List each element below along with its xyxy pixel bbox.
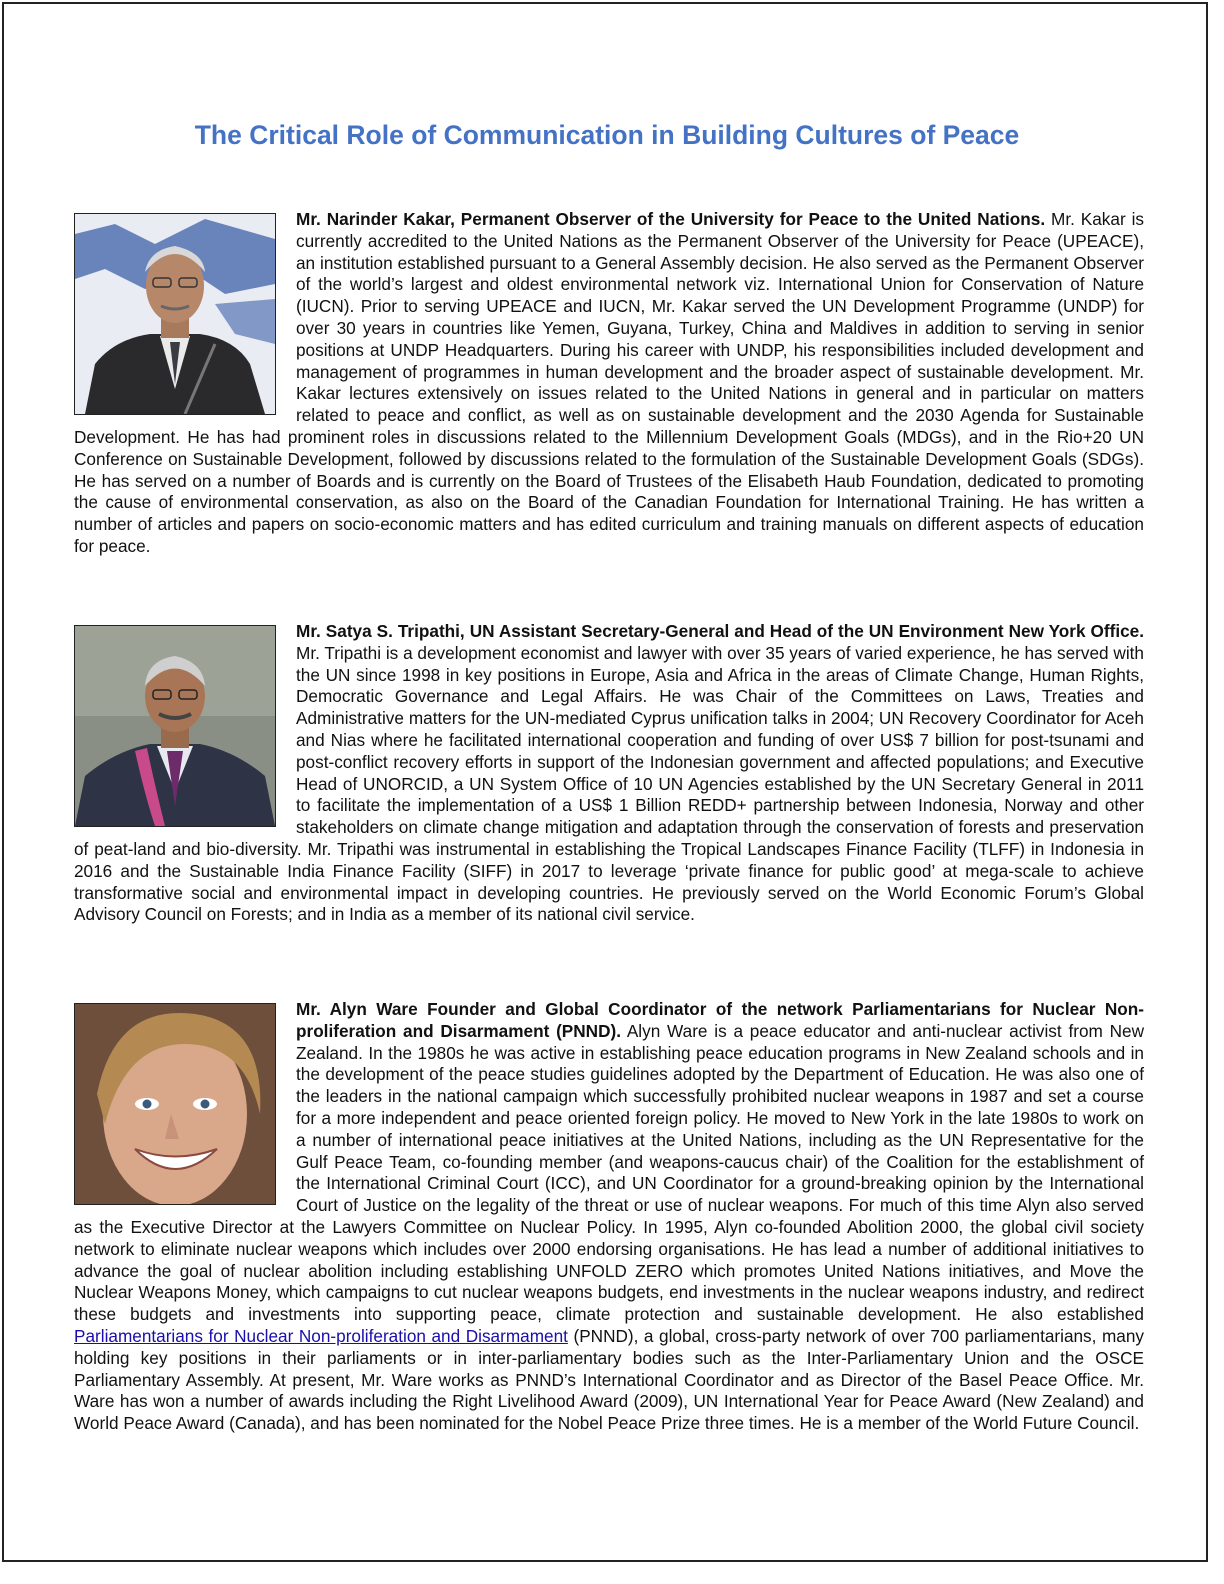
page-title: The Critical Role of Communication in Building Cultures of Peace (194, 120, 1020, 150)
bio-text: Alyn Ware is a peace educator and anti-nuclear activist from New Zealand. In the 1980s he was active in establishing peace education programs in New Zealand schools and in the development of the peace studies guidelines adopted by the Department of Education. He was also one of the leaders in the national campaign which successfully prohibited nuclear weapons in 1987 and set a course for a more independent and peace oriented foreign policy. He moved to New York in the late 1980s to work on a number of international peace initiatives at the United Nations, including as the UN Representative for the Gulf Peace Team, co-founding member (and weapons-caucus chair) of the Coalition for the establishment of the International Criminal Court (ICC), and UN Coordinator for a ground-breaking opinion by the International Court of Justice on the legality of the threat or use of nuclear weapons. For much of this time Alyn also served as the Executive Director at the Lawyers Committee on Nuclear Policy. In 1995, Alyn co-founded Abolition 2000, the global civil society network to eliminate nuclear weapons which includes over 2000 endorsing organisations. He has lead a number of additional initiatives to advance the goal of nuclear abolition including establishing UNFOLD ZERO which promotes United Nations initiatives, and Move the Nuclear Weapons Money, which campaigns to cut nuclear weapons budgets, end investments in the nuclear weapons industry, and redirect these budgets and investments into supporting peace, climate protection and sustainable development. He also established (74, 1020, 1144, 1325)
portrait-photo (74, 625, 276, 827)
bio-name: Mr. Satya S. Tripathi, UN Assistant Secretary-General and Head of the UN Environment New York Office. (296, 621, 1144, 641)
bio-tripathi (74, 621, 1144, 926)
bio-text: Mr. Kakar is currently accredited to the United Nations as the Permanent Observer of the University for Peace (UPEACE), an institution established pursuant to a General Assembly decision. He also served as the Permanent Observer of the world’s largest and oldest environmental network viz. International Union for Conservation of Nature (IUCN). Prior to serving UPEACE and IUCN, Mr. Kakar served the UN Development Programme (UNDP) for over 30 years in countries like Yemen, Guyana, Turkey, China and Maldives in addition to serving in senior positions at UNDP Headquarters. During his career with UNDP, his responsibilities included development and management of programmes in human development and the broader aspect of sustainable development. Mr. Kakar lectures extensively on issues related to the United Nations in general and in particular on matters related to peace and conflict, as well as on sustainable development and the 2030 Agenda for Sustainable Development. He has had prominent roles in discussions related to the Millennium Development Goals (MDGs), and in the Rio+20 UN Conference on Sustainable Development, followed by discussions related to the formulation of the Sustainable Development Goals (SDGs). He has served on a number of Boards and is currently on the Board of Trustees of the Elisabeth Haub Foundation, dedicated to promoting the cause of environmental conservation, as also on the Board of the Canadian Foundation for International Training. He has written a number of articles and papers on socio-economic matters and has edited curriculum and training manuals on different aspects of education for peace. (74, 209, 1144, 556)
portrait-photo (74, 1003, 276, 1205)
bio-text: Mr. Tripathi is a development economist and lawyer with over 35 years of varied experience, he has served with the UN since 1998 in key positions in Europe, Asia and Africa in the areas of Climate Change, Human Rights, Democratic Governance and Legal Affairs. He was Chair of the Committees on Laws, Treaties and Administrative matters for the UN-mediated Cyprus unification talks in 2004; UN Recovery Coordinator for Aceh and Nias where he facilitated international cooperation and funding of over US$ 7 billion for post-tsunami and post-conflict recovery efforts in support of the Indonesian government and affected populations; and Executive Head of UNORCID, a UN System Office of 10 UN Agencies established by the UN Secretary General in 2011 to facilitate the implementation of a US$ 1 Billion REDD+ partnership between Indonesia, Norway and other stakeholders on climate change mitigation and adaptation through the conservation of forests and preservation of peat-land and bio-diversity. Mr. Tripathi was instrumental in establishing the Tropical Landscapes Finance Facility (TLFF) in Indonesia in 2016 and the Sustainable India Finance Facility (SIFF) in 2017 to leverage ‘private finance for public good’ at mega-scale to achieve transformative social and environmental impact in developing countries. He previously served on the World Economic Forum’s Global Advisory Council on Forests; and in India as a member of its national civil service. (74, 642, 1144, 925)
document-page (2, 2, 1208, 1562)
pnnd-link[interactable]: Parliamentarians for Nuclear Non-proliferation and Disarmament (74, 1325, 568, 1346)
bio-name: Mr. Alyn Ware Founder and Global Coordinator of the network Parliamentarians for Nuclear Non-proliferation and Disarmament (PNND). (296, 999, 1144, 1041)
bio-kakar (74, 209, 1144, 558)
bio-ware (74, 999, 1144, 1435)
portrait-photo (74, 213, 276, 415)
bio-text-continued: (PNND), a global, cross-party network of over 700 parliamentarians, many holding key positions in their parliaments or in inter-parliamentary bodies such as the Inter-Parliamentary Union and the OSCE Parliamentary Assembly. At present, Mr. Ware works as PNND’s International Coordinator and as Director of the Basel Peace Office. Mr. Ware has won a number of awards including the Right Livelihood Award (2009), UN International Year for Peace Award (New Zealand) and World Peace Award (Canada), and has been nominated for the Nobel Peace Prize three times. He is a member of the World Future Council. (74, 1325, 1145, 1434)
bio-name: Mr. Narinder Kakar, Permanent Observer of the University for Peace to the United Nations. (296, 209, 1046, 229)
